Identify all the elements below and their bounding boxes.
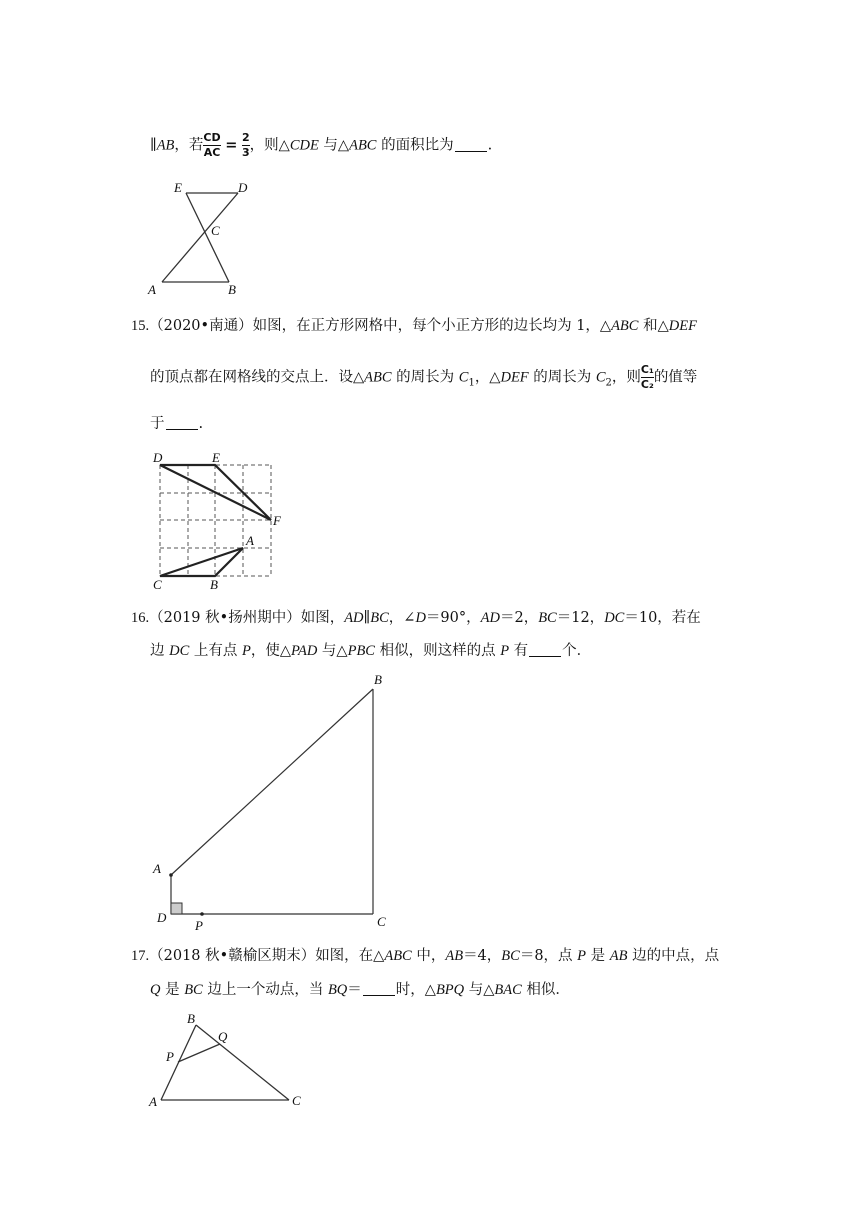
label-D: D bbox=[157, 910, 167, 925]
q17-line2: Q 是 BC 边上一个动点，当 BQ＝ 时，△BPQ 与△BAC 相似． bbox=[150, 982, 570, 998]
label-P: P bbox=[166, 1049, 174, 1064]
q15-line3: 于 . bbox=[150, 416, 204, 432]
q15-line2: 的顶点都在网格线的交点上．设△ABC 的周长为 $C_1$，△DEF 的周长为 $C_2$，则 $\frac{\text{C₁}}{\text{C₂}}$ 的值等 bbox=[150, 363, 698, 391]
q16-line1: 16.（2019 秋•扬州期中）如图，AD∥BC，∠D＝90°，AD＝2，BC＝12，DC＝10，若在 bbox=[131, 610, 701, 626]
label-E: E bbox=[174, 180, 182, 195]
label-B: B bbox=[228, 282, 236, 297]
label-C: C bbox=[211, 223, 220, 238]
label-B: B bbox=[374, 672, 382, 687]
parallel-symbol: ∥ bbox=[150, 137, 157, 154]
fraction-two-thirds: $\frac{2}{3}$ bbox=[242, 131, 250, 159]
label-P: P bbox=[195, 918, 203, 933]
label-A: A bbox=[153, 861, 161, 876]
label-A: A bbox=[148, 282, 156, 297]
label-F: F bbox=[273, 513, 281, 528]
fraction-c1-c2: $\frac{\text{C₁}}{\text{C₂}}$ bbox=[640, 363, 654, 391]
question-number: 15. bbox=[131, 318, 150, 334]
q16-line2: 边 DC 上有点 P，使△PAD 与△PBC 相似，则这样的点 P 有 个． bbox=[150, 643, 592, 659]
label-B: B bbox=[210, 577, 218, 592]
label-Q: Q bbox=[218, 1029, 228, 1044]
label-E: E bbox=[212, 450, 220, 465]
q15-line1: 15.（2020•南通）如图，在正方形网格中，每个小正方形的边长均为 1，△ABC 和△DEF bbox=[131, 318, 697, 334]
label-A: A bbox=[149, 1094, 157, 1109]
question-number: 16. bbox=[131, 610, 150, 626]
question-number: 17. bbox=[131, 948, 150, 964]
label-B: B bbox=[187, 1011, 195, 1026]
label-D: D bbox=[153, 450, 163, 465]
q14-text: ∥AB，若 $\frac{CD}{AC}$ = $\frac{2}{3}$ ，则△CDE 与△ABC 的面积比为 . bbox=[150, 131, 493, 159]
label-C: C bbox=[292, 1093, 301, 1108]
label-C: C bbox=[153, 577, 162, 592]
label-A: A bbox=[246, 533, 254, 548]
label-C: C bbox=[377, 914, 386, 929]
fraction-cd-ac: $\frac{CD}{AC}$ bbox=[203, 131, 221, 159]
label-D: D bbox=[238, 180, 248, 195]
q17-line1: 17.（2018 秋•赣榆区期末）如图，在△ABC 中，AB＝4，BC＝8，点 P 是 AB 边的中点，点 bbox=[131, 948, 720, 964]
